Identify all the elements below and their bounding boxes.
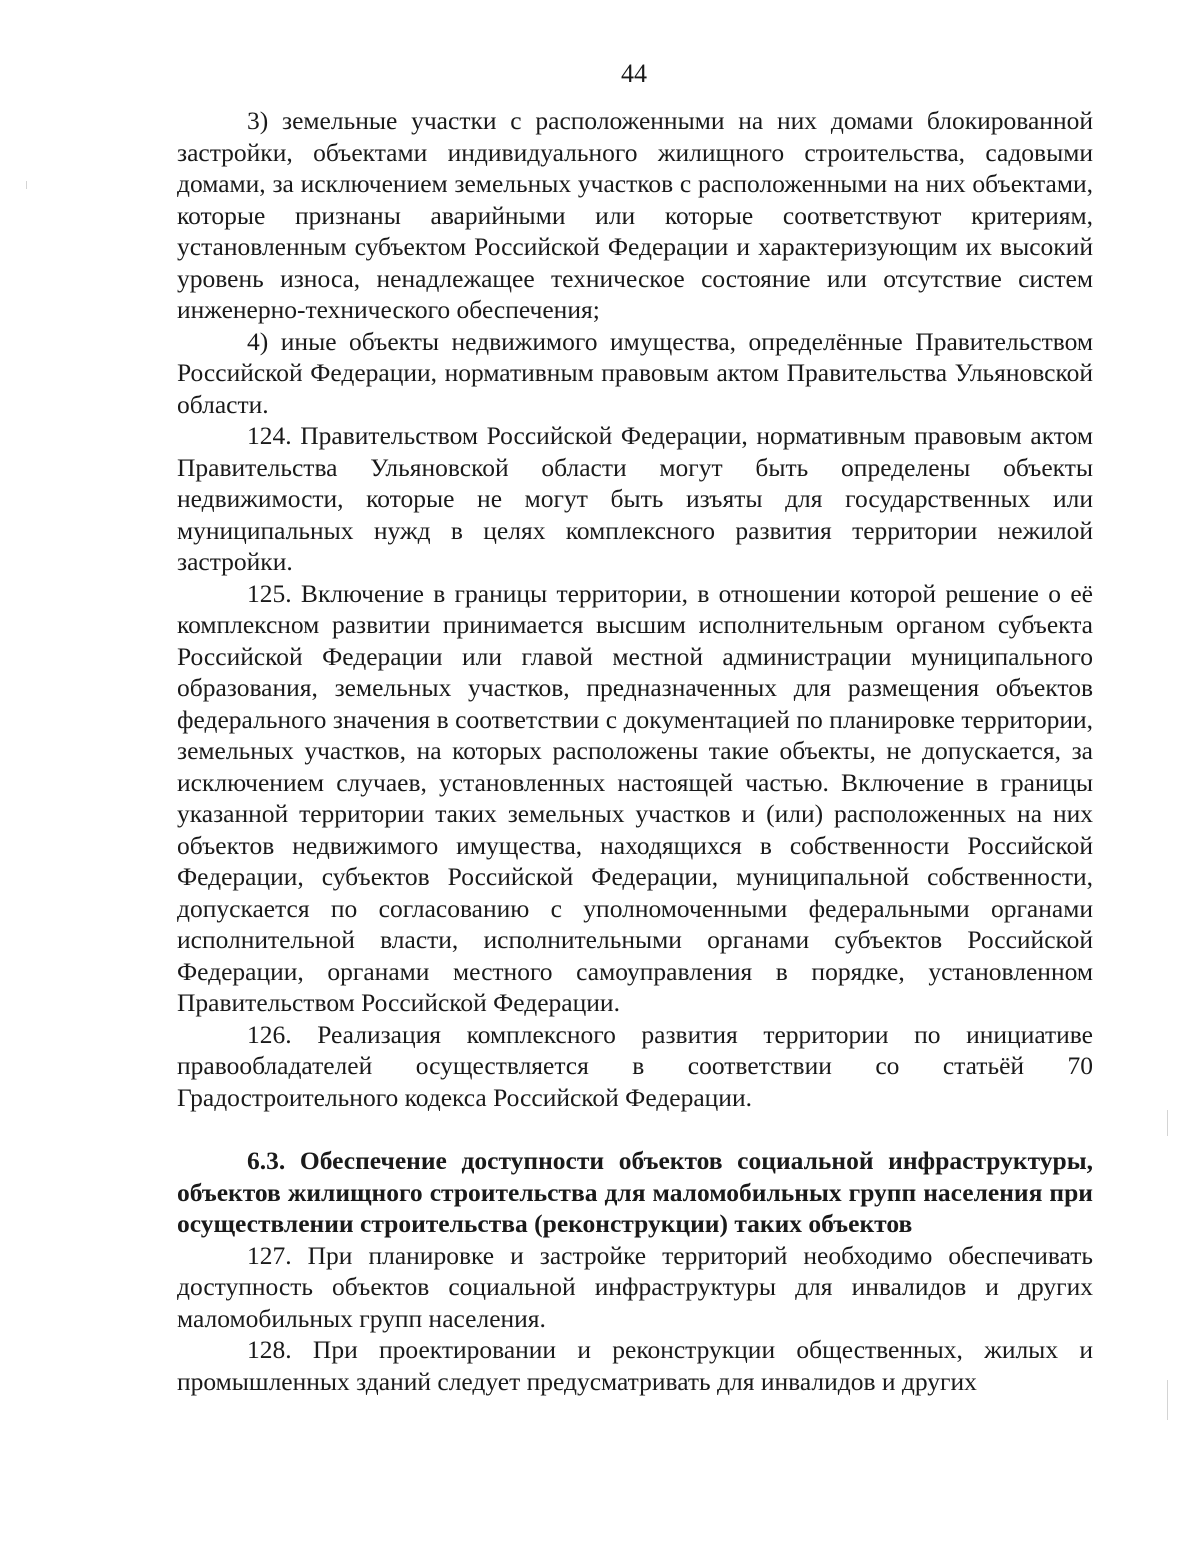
paragraph-item-4: 4) иные объекты недвижимого имущества, определённые Правительством Российской Федерации, нормативным правовым актом Правительства Ульяновской области. <box>177 326 1093 419</box>
paragraph-item-3: 3) земельные участки с расположенными на них домами блокированной застройки, объектами индивидуального жилищного строительства, садовыми домами, за исключением земельных участков с расположенными на них объектами, которые признаны аварийными или которые соответствуют критериям, установленным субъектом Российской Федерации и характеризующим их высокий уровень износа, ненадлежащее техническое состояние или отсутствие систем инженерно-технического обеспечения; <box>177 106 1093 324</box>
section-spacer <box>177 1113 1093 1145</box>
scan-artifact-right-2 <box>1167 1380 1168 1420</box>
paragraph-124: 124. Правительством Российской Федерации, нормативным правовым актом Правительства Ульяновской области могут быть определены объекты недвижимости, которые не могут быть изъяты для государственных или муниципальных нужд в целях комплексного развития территории нежилой застройки. <box>177 421 1093 576</box>
document-body <box>177 105 1093 1397</box>
page-number: 44 <box>621 59 647 88</box>
scan-artifact-right-1 <box>1167 1110 1168 1136</box>
paragraph-127: 127. При планировке и застройке территорий необходимо обеспечивать доступность объектов социальной инфраструктуры для инвалидов и других маломобильных групп населения. <box>177 1240 1093 1333</box>
scan-artifact-left <box>26 181 27 189</box>
section-heading: 6.3. Обеспечение доступности объектов социальной инфраструктуры, объектов жилищного строительства для маломобильных групп населения при осуществлении строительства (реконструкции) таких объектов <box>177 1146 1093 1238</box>
paragraph-126: 126. Реализация комплексного развития территории по инициативе правообладателей осуществляется в соответствии со статьёй 70 Градостроительного кодекса Российской Федерации. <box>177 1019 1093 1112</box>
paragraph-128: 128. При проектировании и реконструкции общественных, жилых и промышленных зданий следует предусматривать для инвалидов и других <box>177 1335 1093 1396</box>
paragraph-125: 125. Включение в границы территории, в отношении которой решение о её комплексном развитии принимается высшим исполнительным органом субъекта Российской Федерации или главой местной администрации муниципального образования, земельных участков, предназначенных для размещения объектов федерального значения в соответствии с документацией по планировке территории, земельных участков, на которых расположены такие объекты, не допускается, за исключением случаев, установленных настоящей частью. Включение в границы указанной территории таких земельных участков и (или) расположенных на них объектов недвижимого имущества, находящихся в собственности Российской Федерации, субъектов Российской Федерации, муниципальной собственности, допускается по согласованию с уполномоченными федеральными органами исполнительной власти, исполнительными органами субъектов Российской Федерации, органами местного самоуправления в порядке, установленном Правительством Российской Федерации. <box>177 578 1093 1017</box>
